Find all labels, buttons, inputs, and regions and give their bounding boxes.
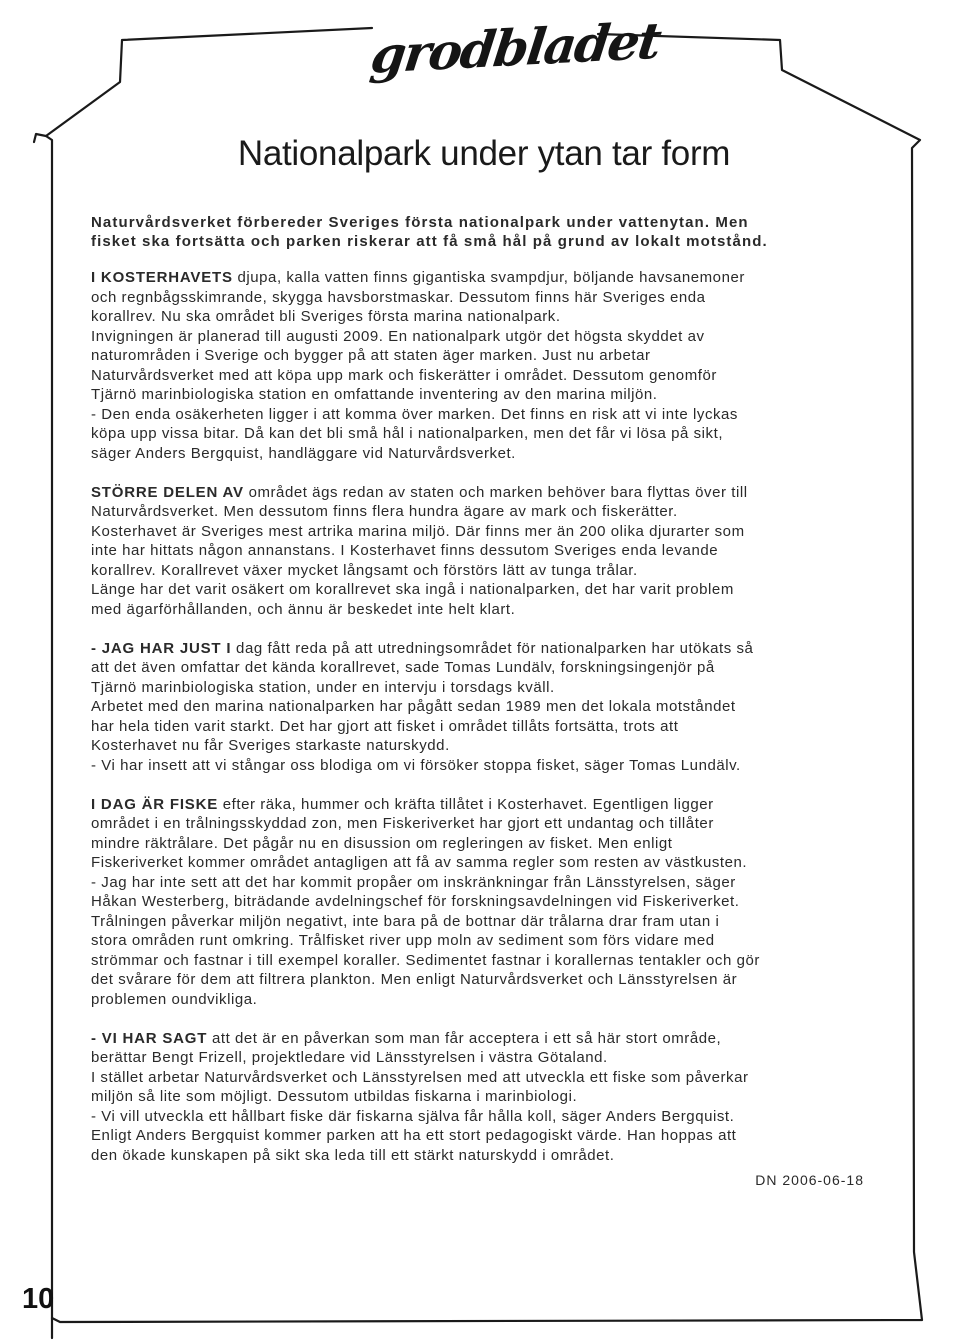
body-line: problemen oundvikliga. bbox=[91, 990, 258, 1008]
lead-line: Naturvårdsverket förbereder Sveriges första nationalpark under vattenytan. Men bbox=[91, 214, 749, 231]
article-lead bbox=[91, 213, 851, 251]
body-line: Tjärnö marinbiologiska station en omfattande inventering av den marina miljön. bbox=[91, 386, 658, 403]
body-line: den ökade kunskapen på sikt ska leda till ett stärkt naturskydd i området. bbox=[91, 1146, 615, 1164]
body-line: inte har hittats någon annanstans. I Kosterhavet finns dessutom Sveriges enda levande bbox=[91, 542, 719, 559]
body-line: Länge har det varit osäkert om korallrevet ska ingå i nationalparken, det har varit problem bbox=[91, 581, 734, 598]
body-line: Håkan Westerberg, biträdande avdelningschef för forskningsavdelningen vid Fiskeriverket. bbox=[91, 893, 740, 910]
body-line: - Den enda osäkerheten ligger i att komma över marken. Det finns en risk att vi inte lyckas bbox=[91, 405, 738, 423]
body-line: mindre räktrålare. Det pågår nu en disussion om regleringen av fisket. Men enligt bbox=[91, 834, 673, 852]
body-line: och regnbågsskimrande, skygga havsborstmaskar. Dessutom finns här Sveriges enda bbox=[91, 288, 706, 306]
body-line: I KOSTERHAVETS djupa, kalla vatten finns gigantiska svampdjur, böljande havsanemoner bbox=[91, 269, 745, 286]
body-section bbox=[91, 483, 866, 620]
body-line: Trålningen påverkar miljön negativt, inte bara på de bottnar där trålarna drar fram utan i bbox=[91, 912, 720, 930]
body-line: Tjärnö marinbiologiska station, under en intervju i torsdags kväll. bbox=[91, 678, 555, 696]
body-line: berättar Bengt Frizell, projektledare vid Länsstyrelsen i västra Götaland. bbox=[91, 1049, 608, 1066]
body-line: Fiskeriverket kommer området antagligen att få av samma regler som resten av västkusten. bbox=[91, 854, 748, 871]
body-line: - Vi vill utveckla ett hållbart fiske där fiskarna själva får hålla koll, säger Anders Bergquist. bbox=[91, 1107, 735, 1125]
body-line: köpa upp vissa bitar. Då kan det bli små hål i nationalparken, men det får vi lösa på sikt, bbox=[91, 425, 724, 442]
section-lead-in: - JAG HAR JUST I bbox=[91, 639, 232, 657]
body-line: - Vi har insett att vi stångar oss blodiga om vi försöker stoppa fisket, säger Tomas Lundälv. bbox=[91, 756, 741, 774]
body-line: Kosterhavet är Sveriges mest artrika marina miljö. Där finns mer än 200 olika djurarter som bbox=[91, 522, 745, 540]
body-line: Naturvårdsverket. Men dessutom finns flera hundra ägare av mark och fiskerätter. bbox=[91, 503, 678, 520]
body-line: säger Anders Bergquist, handläggare vid Naturvårdsverket. bbox=[91, 444, 516, 462]
body-line: Naturvårdsverket med att köpa upp mark och fiskerätter i området. Dessutom genomför bbox=[91, 366, 717, 384]
page-number: 10 bbox=[22, 1283, 55, 1315]
body-line: stora områden runt omkring. Trålfisket river upp moln av sediment som förs vidare med bbox=[91, 932, 715, 949]
body-section bbox=[91, 268, 866, 463]
body-line: miljön så lite som möjligt. Dessutom utbildas fiskarna i marinbiologi. bbox=[91, 1088, 578, 1105]
body-line: har hela tiden varit starkt. Det har gjort att fisket i området tillåts fortsätta, trots att bbox=[91, 717, 679, 735]
body-line: STÖRRE DELEN AV området ägs redan av staten och marken behöver bara flyttas över till bbox=[91, 483, 748, 501]
section-lead-in: STÖRRE DELEN AV bbox=[91, 483, 244, 501]
lead-line: fisket ska fortsätta och parken riskerar att få små hål på grund av lokalt motstånd. bbox=[91, 233, 768, 250]
body-line: - VI HAR SAGT att det är en påverkan som man får acceptera i ett så här stort område, bbox=[91, 1029, 722, 1047]
article-source: DN 2006-06-18 bbox=[755, 1172, 864, 1188]
section-lead-in: I KOSTERHAVETS bbox=[91, 269, 233, 286]
body-line: naturområden i Sverige och bygger på att staten äger marken. Just nu arbetar bbox=[91, 347, 651, 364]
body-line: korallrev. Korallrevet växer mycket långsamt och förstörs lätt av tunga trålar. bbox=[91, 561, 638, 579]
body-line: att det även omfattar det kända korallrevet, sade Tomas Lundälv, forskningsingenjör på bbox=[91, 659, 715, 676]
body-line: Arbetet med den marina nationalparken har pågått sedan 1989 men det lokala motståndet bbox=[91, 698, 736, 715]
body-line: - JAG HAR JUST I dag fått reda på att utredningsområdet för nationalparken har utökats så bbox=[91, 639, 754, 657]
section-lead-in: I DAG ÄR FISKE bbox=[91, 795, 219, 813]
body-line: med ägarförhållanden, och ännu är beskedet inte helt klart. bbox=[91, 600, 516, 618]
body-section bbox=[91, 639, 866, 776]
body-line: Invigningen är planerad till augusti 2009. En nationalpark utgör det högsta skyddet av bbox=[91, 327, 705, 345]
body-line: - Jag har inte sett att det har kommit propåer om inskränkningar från Länsstyrelsen, säger bbox=[91, 873, 736, 891]
body-section bbox=[91, 795, 866, 1010]
section-lead-in: - VI HAR SAGT bbox=[91, 1029, 208, 1047]
body-line: I DAG ÄR FISKE efter räka, hummer och kräfta tillåtet i Kosterhavet. Egentligen ligger bbox=[91, 795, 714, 813]
body-line: det svårare för dem att filtrera plankton. Men enligt Naturvårdsverket och Länsstyrelsen är bbox=[91, 971, 738, 988]
body-line: området i en trålningsskyddad zon, men Fiskeriverket har gjort ett undantag och tillåter bbox=[91, 815, 714, 832]
masthead-logo: grodbladet bbox=[367, 10, 663, 85]
article-body bbox=[91, 268, 866, 1185]
body-line: I stället arbetar Naturvårdsverket och Länsstyrelsen med att utveckla ett fiske som påverkar bbox=[91, 1068, 749, 1086]
article-title: Nationalpark under ytan tar form bbox=[237, 134, 731, 173]
body-line: Kosterhavet nu får Sveriges starkaste naturskydd. bbox=[91, 737, 450, 754]
body-section bbox=[91, 1029, 866, 1166]
body-line: Enligt Anders Bergquist kommer parken att ha ett stort pedagogiskt värde. Han hoppas att bbox=[91, 1127, 737, 1144]
body-line: korallrev. Nu ska området bli Sveriges första marina nationalpark. bbox=[91, 308, 561, 325]
body-line: strömmar och fastnar i till exempel koraller. Sedimentet fastnar i korallernas tentakler och gör bbox=[91, 951, 760, 969]
